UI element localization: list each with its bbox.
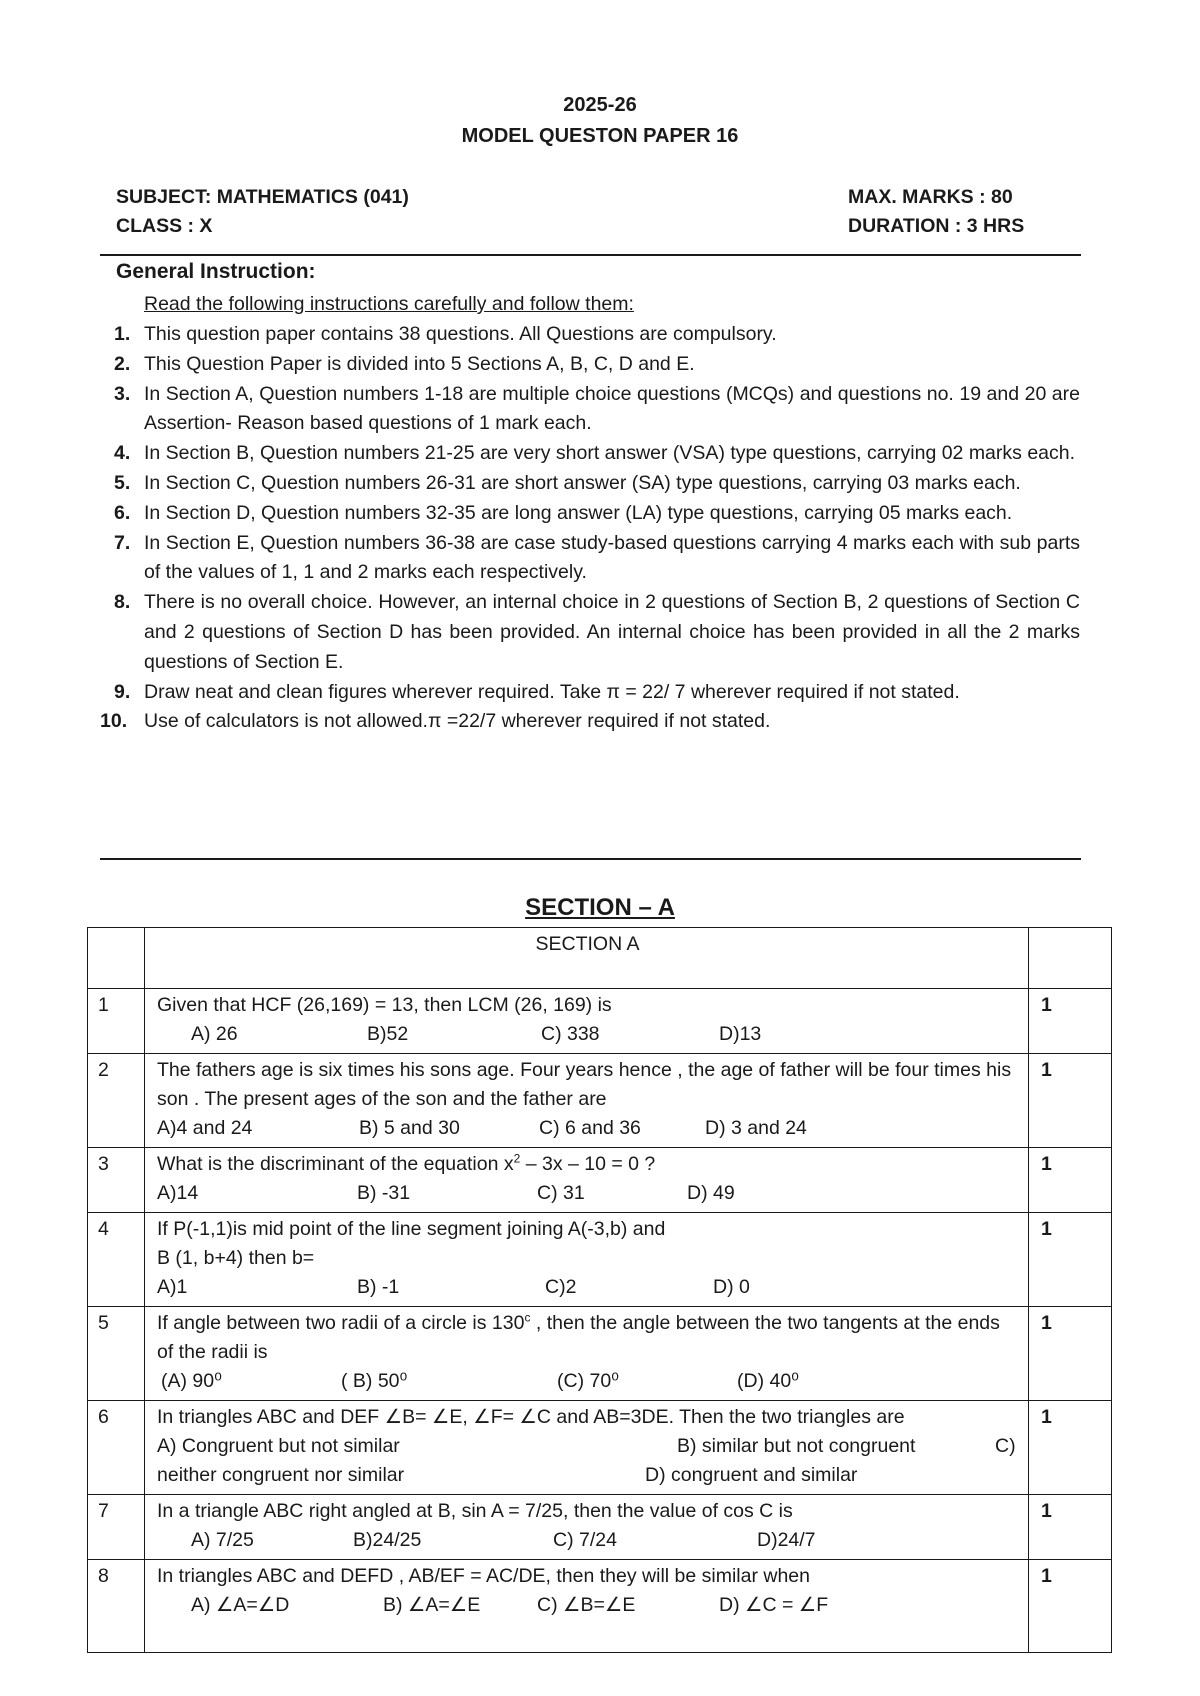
option-b: B) ∠A=∠E — [383, 1594, 481, 1616]
question-number: 4 — [88, 1213, 145, 1307]
option-d: D)24/7 — [757, 1529, 816, 1551]
section-a-heading: SECTION – A — [525, 894, 675, 921]
question-cell — [145, 1495, 1029, 1560]
instruction-number: 9. — [114, 680, 131, 703]
superscript: 2 — [513, 1151, 521, 1166]
option-c: C) 6 and 36 — [539, 1117, 641, 1139]
instruction-item — [100, 529, 1080, 589]
question-number: 6 — [88, 1401, 145, 1495]
option-d: D) 0 — [713, 1276, 750, 1298]
duration-label: DURATION : 3 HRS — [848, 215, 1025, 237]
option-c: C) — [995, 1435, 1016, 1457]
option-b: B)52 — [367, 1023, 409, 1045]
question-text-part: If angle between two radii of a circle is 130 — [157, 1312, 525, 1334]
question-number: 1 — [88, 989, 145, 1054]
table-row — [88, 1148, 1112, 1213]
option-a: A) 7/25 — [191, 1529, 254, 1551]
superscript: c — [524, 1310, 531, 1325]
table-row — [88, 989, 1112, 1054]
header-divider — [100, 254, 1081, 256]
option-b: B) -31 — [357, 1182, 411, 1204]
option-b: B) -1 — [357, 1276, 400, 1298]
option-a: A) ∠A=∠D — [191, 1594, 290, 1616]
instruction-text: In Section C, Question numbers 26-31 are short answer (SA) type questions, carrying 03 marks each. — [144, 471, 1021, 494]
options-row — [157, 1526, 1018, 1555]
question-marks: 1 — [1029, 1560, 1112, 1653]
instruction-number: 8. — [114, 591, 131, 614]
option-c: C) 7/24 — [553, 1529, 617, 1551]
max-marks-label: MAX. MARKS : 80 — [848, 186, 1013, 208]
question-number: 7 — [88, 1495, 145, 1560]
question-text-part: , then the angle between the two tangents at the ends of the radii is — [157, 1312, 1000, 1363]
instruction-item — [100, 588, 1080, 677]
option-b: B) similar but not congruent — [677, 1435, 916, 1457]
table-row — [88, 1495, 1112, 1560]
option-c: (C) 70⁰ — [557, 1370, 619, 1392]
option-a: A) 26 — [191, 1023, 238, 1045]
options-row — [157, 1591, 1018, 1620]
options-row — [157, 1461, 1018, 1490]
instruction-number: 1. — [114, 323, 131, 345]
option-c: C) ∠B=∠E — [537, 1594, 636, 1616]
question-text-part: What is the discriminant of the equation x — [157, 1153, 514, 1175]
instruction-number: 10. — [100, 710, 128, 733]
instructions-heading: General Instruction: — [116, 260, 316, 283]
instruction-item — [100, 439, 1080, 469]
option-c: C) 31 — [537, 1182, 585, 1204]
option-d: D)13 — [719, 1023, 762, 1045]
instruction-text: There is no overall choice. However, an internal choice in 2 questions of Section B, 2 questions of Section C and 2 questions of Section D has been provided. An internal choice has been provided in all the 2 marks questions of Section E. — [144, 591, 1080, 673]
instruction-number: 5. — [114, 471, 131, 494]
options-row — [157, 1273, 1018, 1302]
question-marks: 1 — [1029, 1401, 1112, 1495]
instructions-intro: Read the following instructions carefully and follow them: — [144, 293, 634, 315]
question-number: 3 — [88, 1148, 145, 1213]
table-header-row — [88, 928, 1112, 989]
class-label: CLASS : X — [116, 215, 213, 237]
header-cell-blank — [1029, 928, 1112, 989]
question-text — [157, 1309, 1018, 1367]
question-marks: 1 — [1029, 1054, 1112, 1148]
table-row — [88, 1213, 1112, 1307]
instruction-item — [100, 469, 1080, 499]
question-cell — [145, 1307, 1029, 1401]
instruction-item — [100, 320, 1080, 350]
question-cell — [145, 1560, 1029, 1653]
option-d: D) congruent and similar — [645, 1464, 858, 1486]
question-marks: 1 — [1029, 989, 1112, 1054]
question-text: In a triangle ABC right angled at B, sin A = 7/25, then the value of cos C is — [157, 1500, 793, 1522]
question-cell — [145, 1148, 1029, 1213]
question-text: The fathers age is six times his sons age. Four years hence , the age of father will be four times his son . The present ages of the son and the father are — [157, 1059, 1012, 1110]
paper-title: MODEL QUESTON PAPER 16 — [461, 125, 739, 147]
option-c: C) 338 — [541, 1023, 600, 1045]
question-cell — [145, 1213, 1029, 1307]
option-a: A)14 — [157, 1182, 199, 1204]
option-b: B)24/25 — [353, 1529, 422, 1551]
instruction-text: In Section E, Question numbers 36-38 are case study-based questions carrying 4 marks each with sub parts of the values of 1, 1 and 2 marks each respectively. — [144, 531, 1080, 584]
table-row — [88, 1307, 1112, 1401]
question-cell — [145, 1054, 1029, 1148]
question-number: 8 — [88, 1560, 145, 1653]
option-b: ( B) 50⁰ — [341, 1370, 408, 1392]
question-text: Given that HCF (26,169) = 13, then LCM (26, 169) is — [157, 994, 612, 1016]
table-row — [88, 1401, 1112, 1495]
instruction-number: 6. — [114, 501, 131, 524]
instruction-item — [100, 678, 1080, 708]
options-row — [157, 1432, 1018, 1461]
question-marks: 1 — [1029, 1495, 1112, 1560]
instructions-list — [100, 320, 1080, 737]
options-row — [157, 1114, 1018, 1143]
instruction-number: 4. — [114, 442, 131, 465]
option-d: D) 49 — [687, 1182, 735, 1204]
question-cell — [145, 989, 1029, 1054]
instruction-text: In Section A, Question numbers 1-18 are multiple choice questions (MCQs) and questions no. 19 and 20 are Assertion- Reason based questions of 1 mark each. — [144, 382, 1080, 435]
instruction-number: 2. — [114, 352, 131, 375]
instruction-item — [100, 380, 1080, 440]
options-row — [157, 1020, 1018, 1049]
option-b: B) 5 and 30 — [359, 1117, 460, 1139]
option-d: (D) 40⁰ — [737, 1370, 799, 1392]
options-row — [157, 1367, 1018, 1396]
question-text: In triangles ABC and DEFD , AB/EF = AC/DE, then they will be similar when — [157, 1565, 810, 1587]
paper-year: 2025-26 — [563, 94, 637, 116]
instructions-divider — [100, 858, 1081, 860]
table-row — [88, 1560, 1112, 1653]
question-cell — [145, 1401, 1029, 1495]
instruction-text: In Section D, Question numbers 32-35 are long answer (LA) type questions, carrying 05 marks each. — [144, 501, 1013, 524]
instruction-number: 3. — [114, 382, 131, 405]
question-text-part: – 3x – 10 = 0 ? — [520, 1153, 656, 1175]
question-marks: 1 — [1029, 1307, 1112, 1401]
question-marks: 1 — [1029, 1213, 1112, 1307]
question-marks: 1 — [1029, 1148, 1112, 1213]
table-row — [88, 1054, 1112, 1148]
option-a: A)4 and 24 — [157, 1117, 253, 1139]
question-text: In triangles ABC and DEF ∠B= ∠E, ∠F= ∠C and AB=3DE. Then the two triangles are — [157, 1406, 905, 1428]
question-text: If P(-1,1)is mid point of the line segment joining A(-3,b) and — [157, 1218, 666, 1240]
instruction-text: This question paper contains 38 questions. All Questions are compulsory. — [144, 323, 777, 345]
instruction-text: Use of calculators is not allowed.π =22/7 wherever required if not stated. — [144, 710, 771, 733]
question-text — [157, 1150, 1018, 1179]
header-cell-blank — [88, 928, 145, 989]
option-c: C)2 — [545, 1276, 577, 1298]
subject-label: SUBJECT: MATHEMATICS (041) — [116, 186, 409, 208]
options-row — [157, 1179, 1018, 1208]
option-c-text: neither congruent nor similar — [157, 1464, 405, 1486]
instruction-item — [100, 350, 1080, 380]
table-header-label: SECTION A — [145, 928, 1029, 989]
instruction-item — [100, 707, 1080, 737]
question-number: 5 — [88, 1307, 145, 1401]
instruction-text: This Question Paper is divided into 5 Sections A, B, C, D and E. — [144, 352, 695, 375]
instruction-number: 7. — [114, 531, 131, 554]
instruction-text: Draw neat and clean figures wherever required. Take π = 22/ 7 wherever required if not stated. — [144, 680, 960, 703]
questions-table — [87, 927, 1112, 1653]
question-number: 2 — [88, 1054, 145, 1148]
option-d: D) 3 and 24 — [705, 1117, 807, 1139]
instruction-text: In Section B, Question numbers 21-25 are very short answer (VSA) type questions, carrying 02 marks each. — [144, 442, 1076, 465]
instruction-item — [100, 499, 1080, 529]
option-a: A)1 — [157, 1276, 188, 1298]
option-a: (A) 90⁰ — [161, 1370, 222, 1392]
option-a: A) Congruent but not similar — [157, 1435, 400, 1457]
option-d: D) ∠C = ∠F — [719, 1594, 829, 1616]
question-text: B (1, b+4) then b= — [157, 1247, 315, 1269]
